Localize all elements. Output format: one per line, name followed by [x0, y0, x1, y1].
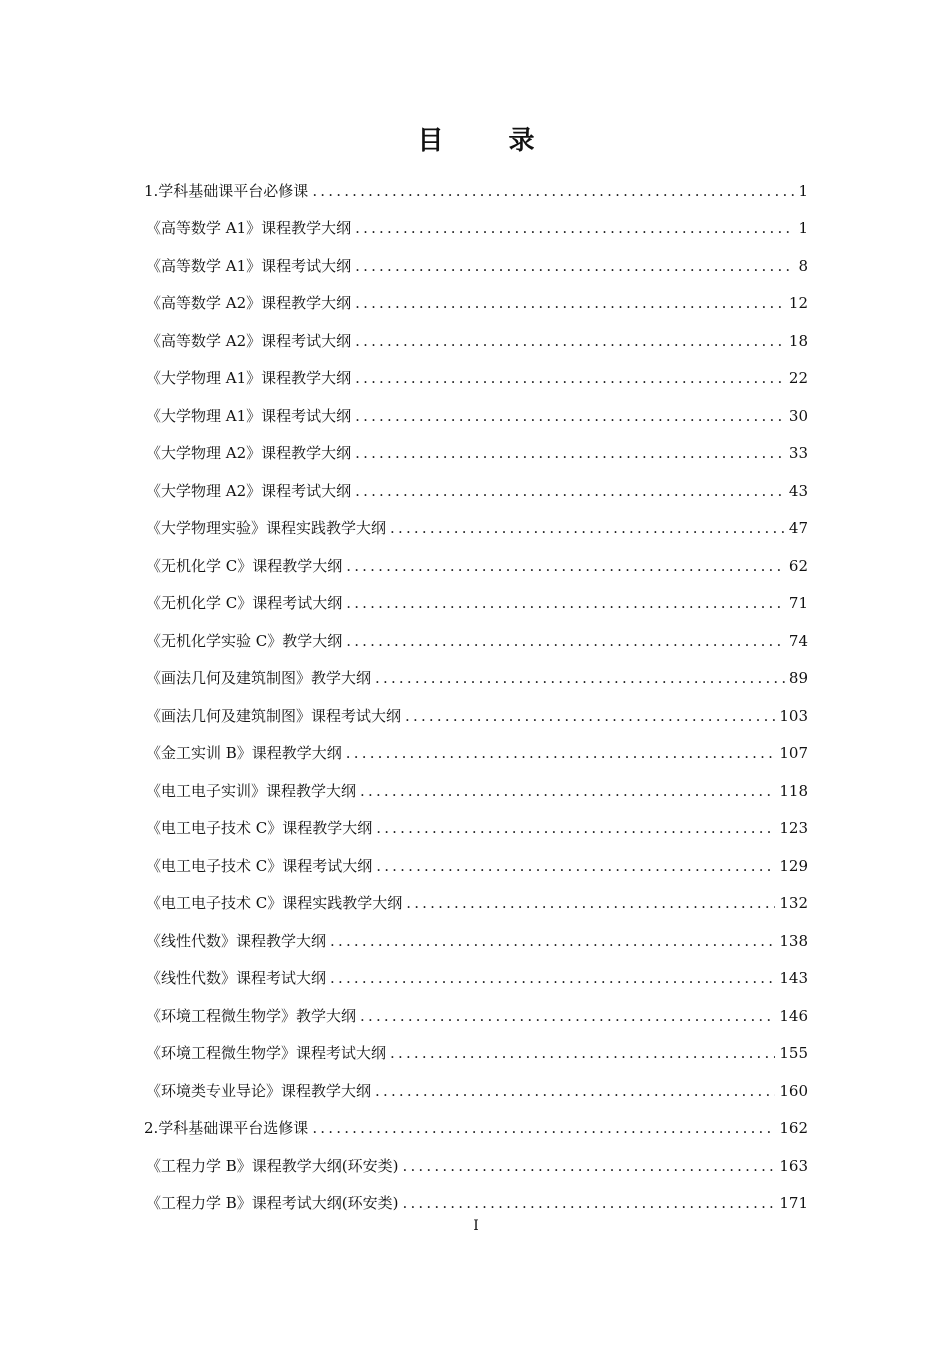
dot-leader — [355, 406, 785, 428]
toc-entry[interactable] — [144, 353, 808, 391]
toc-entry[interactable] — [144, 990, 808, 1028]
toc-entry-page: 143 — [779, 969, 808, 987]
toc-entry[interactable] — [144, 728, 808, 766]
toc-entry-label: 《大学物理 A2》课程考试大纲 — [146, 481, 352, 500]
toc-entry-label: 《电工电子技术 C》课程考试大纲 — [146, 856, 373, 875]
dot-leader — [406, 893, 775, 915]
dot-leader — [330, 931, 775, 953]
toc-entry-label: 《高等数学 A2》课程考试大纲 — [146, 331, 352, 350]
toc-title: 目 录 — [417, 126, 563, 156]
toc-entry-page: 12 — [788, 294, 808, 312]
toc-entry-page: 33 — [788, 444, 808, 462]
toc-entry-label: 《无机化学实验 C》教学大纲 — [146, 631, 343, 650]
toc-entry-label: 《环境工程微生物学》课程考试大纲 — [146, 1044, 387, 1062]
toc-entry-label: 《金工实训 B》课程教学大纲 — [146, 744, 342, 762]
dot-leader — [376, 856, 775, 878]
toc-entry-label: 《大学物理 A1》课程考试大纲 — [146, 406, 352, 425]
toc-entry[interactable] — [144, 1028, 808, 1066]
toc-entry[interactable] — [144, 390, 808, 428]
dot-leader — [355, 293, 785, 315]
dot-leader — [312, 181, 794, 203]
toc-entry-page: 118 — [779, 781, 808, 800]
toc-entry-label: 《大学物理 A2》课程教学大纲 — [146, 444, 352, 462]
toc-entry-label: 《环境类专业导论》课程教学大纲 — [146, 1081, 372, 1100]
toc-entry-label: 《无机化学 C》课程教学大纲 — [146, 556, 343, 575]
toc-entry-label: 《高等数学 A1》课程考试大纲 — [146, 256, 352, 275]
dot-leader — [390, 1043, 775, 1065]
toc-entry[interactable] — [144, 878, 808, 916]
dot-leader — [403, 1156, 776, 1178]
dot-leader — [355, 331, 785, 353]
toc-entry[interactable] — [144, 315, 808, 353]
toc-entry-label: 《线性代数》课程教学大纲 — [146, 931, 327, 950]
toc-entry-page: 155 — [779, 1044, 808, 1062]
toc-entry-page: 22 — [788, 369, 808, 387]
toc-entry-page: 18 — [788, 331, 808, 350]
toc-entry-page: 163 — [779, 1156, 808, 1175]
toc-entry-page: 1 — [798, 219, 808, 237]
toc-entry[interactable] — [144, 540, 808, 578]
toc-entry-label: 《工程力学 B》课程教学大纲(环安类) — [146, 1156, 399, 1175]
toc-entry-label: 《环境工程微生物学》教学大纲 — [146, 1006, 357, 1025]
dot-leader — [355, 443, 785, 465]
toc-entry[interactable] — [144, 278, 808, 316]
toc-entry-page: 74 — [788, 631, 808, 650]
toc-entry-page: 8 — [798, 256, 808, 275]
toc-entry-label: 《工程力学 B》课程考试大纲(环安类) — [146, 1194, 399, 1212]
toc-entry-label: 《电工电子技术 C》课程教学大纲 — [146, 819, 373, 837]
page-number: I — [473, 1218, 479, 1234]
dot-leader — [330, 968, 775, 990]
dot-leader — [355, 368, 785, 390]
dot-leader — [346, 593, 785, 615]
toc-entry-page: 162 — [779, 1119, 808, 1137]
toc-entry-page: 62 — [788, 556, 808, 575]
toc-entry[interactable] — [144, 165, 808, 203]
toc-entry-page: 138 — [779, 931, 808, 950]
toc-entry-page: 146 — [779, 1006, 808, 1025]
toc-entry[interactable] — [144, 953, 808, 991]
toc-entry-label: 《高等数学 A1》课程教学大纲 — [146, 219, 352, 237]
toc-entry-label: 《高等数学 A2》课程教学大纲 — [146, 294, 352, 312]
toc-entry-label: 《无机化学 C》课程考试大纲 — [146, 594, 343, 612]
toc-entry-page: 160 — [779, 1081, 808, 1100]
dot-leader — [376, 818, 775, 840]
dot-leader — [355, 256, 794, 278]
toc-entry-label: 《画法几何及建筑制图》教学大纲 — [146, 669, 372, 687]
dot-leader — [390, 518, 785, 540]
dot-leader — [346, 556, 785, 578]
dot-leader — [405, 706, 775, 728]
toc-entry-page: 171 — [779, 1194, 808, 1212]
toc-entry-page: 89 — [788, 669, 808, 687]
toc-entry[interactable] — [144, 765, 808, 803]
dot-leader — [346, 631, 785, 653]
toc-entry[interactable] — [144, 803, 808, 841]
toc-entry-page: 1 — [798, 181, 808, 200]
dot-leader — [403, 1193, 776, 1215]
dot-leader — [355, 218, 794, 240]
toc-entry[interactable] — [144, 203, 808, 241]
toc-entry-page: 71 — [788, 594, 808, 612]
toc-entry[interactable] — [144, 1140, 808, 1178]
toc-entry-page: 43 — [788, 481, 808, 500]
toc-entry-page: 129 — [779, 856, 808, 875]
toc-entry[interactable] — [144, 1065, 808, 1103]
toc-entry[interactable] — [144, 503, 808, 541]
toc-entry-page: 123 — [779, 819, 808, 837]
toc-entry-page: 47 — [788, 519, 808, 537]
toc-entry-label: 《电工电子实训》课程教学大纲 — [146, 781, 357, 800]
toc-entry-label: 1.学科基础课平台必修课 — [144, 181, 309, 200]
toc-entry[interactable] — [144, 1178, 808, 1216]
toc-entry[interactable] — [144, 465, 808, 503]
toc-entry[interactable] — [144, 578, 808, 616]
toc-entry-page: 30 — [788, 406, 808, 425]
toc-entry-label: 2.学科基础课平台选修课 — [144, 1119, 309, 1137]
toc-entry[interactable] — [144, 428, 808, 466]
toc-entry-page: 103 — [779, 706, 808, 725]
dot-leader — [346, 743, 776, 765]
toc-entry-label: 《大学物理实验》课程实践教学大纲 — [146, 519, 387, 537]
table-of-contents — [144, 165, 808, 1215]
dot-leader — [360, 1006, 775, 1028]
dot-leader — [360, 781, 775, 803]
dot-leader — [355, 481, 785, 503]
dot-leader — [375, 668, 785, 690]
toc-entry[interactable] — [144, 615, 808, 653]
toc-entry-label: 《电工电子技术 C》课程实践教学大纲 — [146, 894, 403, 912]
dot-leader — [312, 1118, 775, 1140]
toc-entry[interactable] — [144, 240, 808, 278]
toc-entry-label: 《大学物理 A1》课程教学大纲 — [146, 369, 352, 387]
toc-entry[interactable] — [144, 1103, 808, 1141]
toc-entry-label: 《画法几何及建筑制图》课程考试大纲 — [146, 706, 402, 725]
toc-entry-label: 《线性代数》课程考试大纲 — [146, 969, 327, 987]
toc-entry-page: 132 — [779, 894, 808, 912]
toc-entry[interactable] — [144, 690, 808, 728]
toc-entry[interactable] — [144, 915, 808, 953]
toc-entry[interactable] — [144, 840, 808, 878]
dot-leader — [375, 1081, 775, 1103]
toc-entry-page: 107 — [779, 744, 808, 762]
toc-entry[interactable] — [144, 653, 808, 691]
